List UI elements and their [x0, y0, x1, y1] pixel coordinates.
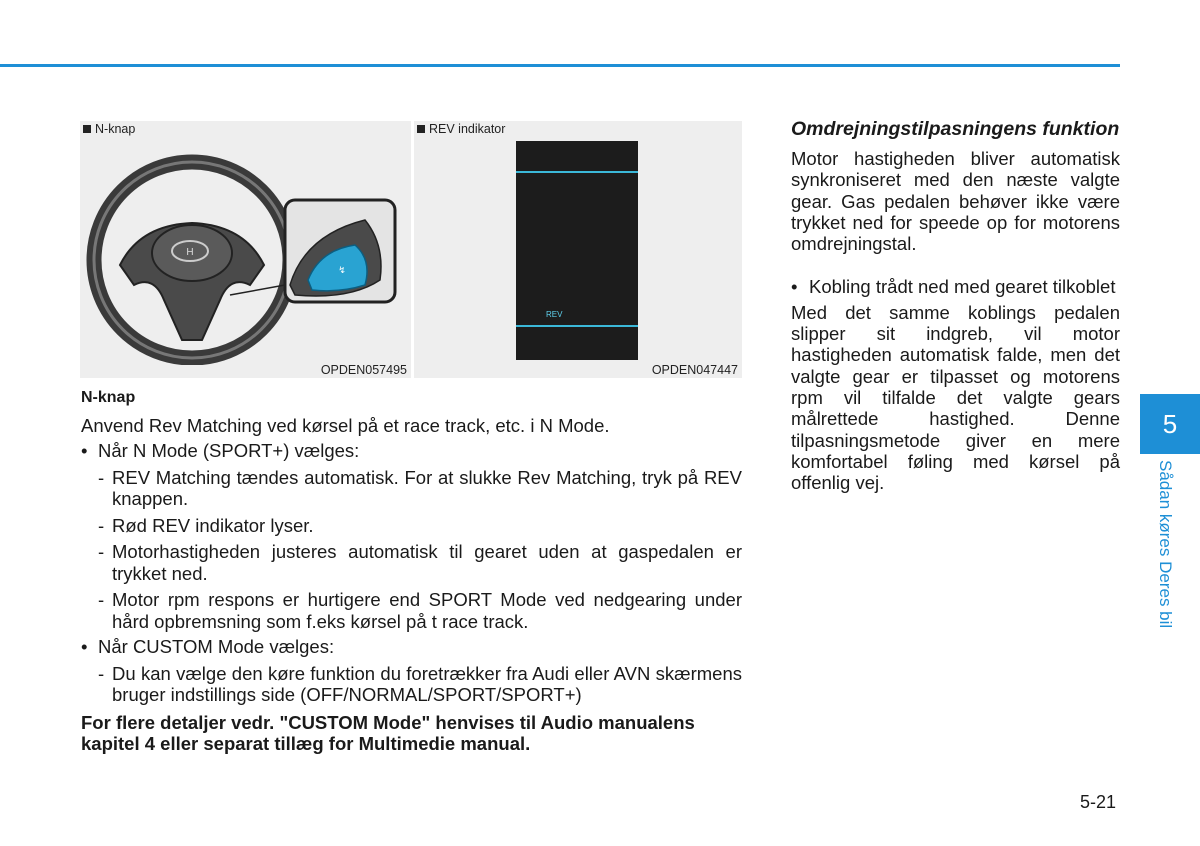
right-column — [791, 119, 1120, 493]
svg-text:H: H — [186, 247, 194, 258]
svg-text:↯: ↯ — [338, 265, 346, 275]
note-paragraph: For flere detaljer vedr. "CUSTOM Mode" henvises til Audio manualens kapitel 4 eller separat tillæg for Multimedie manual. — [81, 711, 695, 754]
figure-code: OPDEN047447 — [651, 363, 738, 377]
chapter-tab: 5 — [1140, 394, 1200, 454]
list-item: • Kobling trådt ned med gearet tilkoblet — [791, 276, 1116, 298]
body-paragraph: Motor hastigheden bliver automatisk synkroniseret med den næste valgte gear. Gas pedalen behøver ikke være trykket ned for speede op for motorens omdrejningstal. — [791, 148, 1120, 255]
intro-paragraph: Anvend Rev Matching ved kørsel på et race track, etc. i N Mode. — [81, 414, 610, 436]
cluster-display — [516, 141, 638, 360]
list-subitem: - REV Matching tændes automatisk. For at slukke Rev Matching, tryk på REV knappen. — [98, 466, 742, 509]
rev-indicator-label: REV — [546, 310, 563, 319]
steering-wheel-illustration — [80, 135, 411, 365]
page-number: 5-21 — [1080, 792, 1117, 812]
list-item: • Når CUSTOM Mode vælges: — [81, 636, 335, 657]
figure-caption: N-knap — [83, 122, 135, 136]
figure-n-button — [80, 121, 411, 378]
display-divider — [516, 171, 638, 173]
list-item: • Når N Mode (SPORT+) vælges: — [81, 440, 360, 461]
display-divider — [516, 325, 638, 327]
figure-rev-indicator — [414, 121, 742, 378]
list-subitem: - Du kan vælge den køre funktion du foretrækker fra Audi eller AVN skærmens bruger indstillings side (OFF/NORMAL/SPORT/SPORT+) — [98, 662, 742, 705]
figure-code: OPDEN057495 — [320, 363, 407, 377]
chapter-side-title: Sådan køres Deres bil — [1156, 460, 1175, 629]
list-subitem: - Motor rpm respons er hurtigere end SPORT Mode ved nedgearing under hård opbremsning som f.eks kørsel på t race track. — [98, 589, 742, 632]
left-column — [81, 387, 742, 755]
list-subitem: - Rød REV indikator lyser. — [98, 514, 314, 536]
subsection-title: N-knap — [81, 389, 136, 406]
section-title: Omdrejningstilpasningens funktion — [791, 118, 1120, 140]
header-rule — [0, 64, 1120, 67]
body-paragraph: Med det samme koblings pedalen slipper sit indgreb, vil motor hastigheden automatisk falde, men det valgte gear er tilpasset og motorens rpm vil tilfalde det valgte gears målrettede hastighed. Denne tilpasningsmetode giver en mere komfortabel føling med kørsel på offenlig vej. — [791, 301, 1120, 494]
figure-caption: REV indikator — [417, 122, 505, 136]
list-subitem: - Motorhastigheden justeres automatisk til gearet uden at gaspedalen er trykket ned. — [98, 541, 742, 584]
